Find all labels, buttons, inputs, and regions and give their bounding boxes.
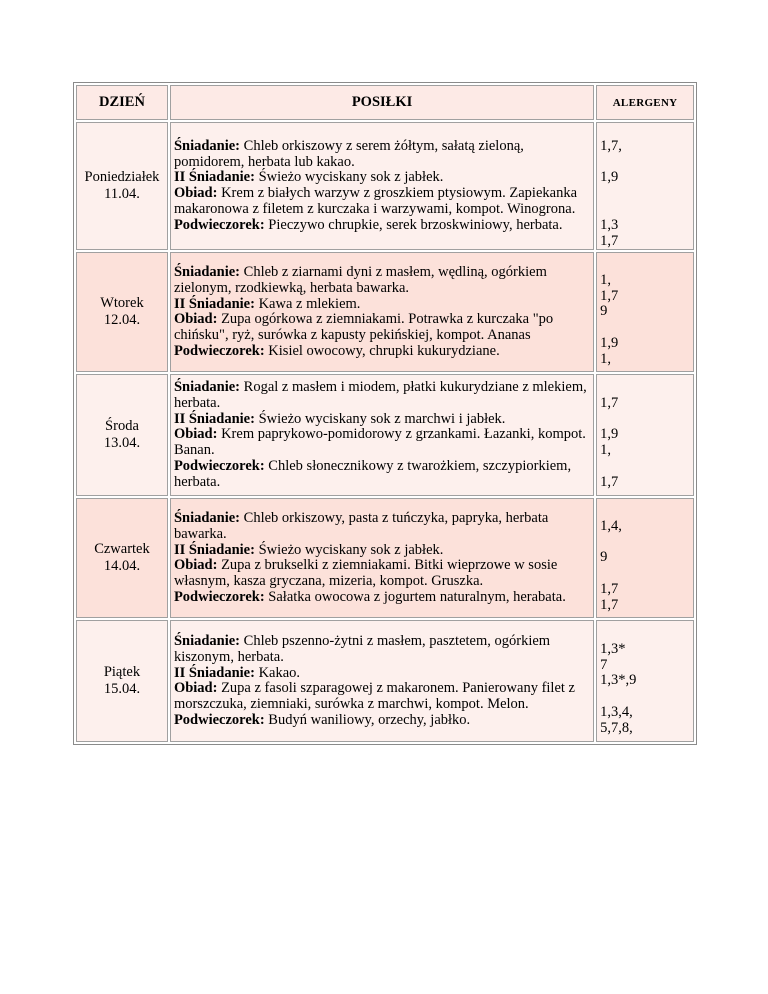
day-row bbox=[76, 620, 694, 742]
allergen-line: 1, bbox=[600, 442, 611, 459]
snack-text: Pieczywo chrupkie, serek brzoskwiniowy, herbata. bbox=[268, 216, 563, 233]
allergen-line: 1,7 bbox=[600, 232, 619, 249]
breakfast-label: Śniadanie: bbox=[173, 379, 241, 396]
header-meals: POSIŁKI bbox=[170, 85, 594, 120]
day-date: 11.04. bbox=[104, 186, 140, 203]
allergen-line: 1,3*,9 bbox=[600, 672, 637, 689]
allergen-line bbox=[600, 566, 690, 582]
allergen-line: 1,9 bbox=[600, 335, 619, 352]
allergens-cell bbox=[596, 374, 694, 496]
breakfast-text: Chleb orkiszowy z serem żółtym, sałatą zieloną, pomidorem, herbata lub kakao. bbox=[173, 137, 524, 170]
allergen-line: 1,7, bbox=[600, 137, 622, 154]
day-date: 14.04. bbox=[103, 558, 141, 575]
allergen-line bbox=[600, 412, 690, 428]
lunch-text: Zupa ogórkowa z ziemniakami. Potrawka z kurczaka "po chińsku", ryż, surówka z kapusty pekińskiej, kompot. Ananas bbox=[173, 311, 554, 344]
second-breakfast-label: II Śniadanie: bbox=[173, 295, 255, 312]
day-row bbox=[76, 374, 694, 496]
day-name: Piątek bbox=[103, 664, 141, 681]
breakfast-text: Chleb pszenno-żytni z masłem, pasztetem, ogórkiem kiszonym, herbata. bbox=[173, 632, 551, 665]
second-breakfast-text: Kawa z mlekiem. bbox=[258, 295, 361, 312]
allergen-line: 5,7,8, bbox=[600, 719, 633, 736]
header-day: DZIEŃ bbox=[76, 85, 168, 120]
snack-label: Podwieczorek: bbox=[173, 588, 265, 605]
breakfast-label: Śniadanie: bbox=[173, 632, 241, 649]
allergen-line bbox=[600, 202, 690, 218]
day-cell bbox=[76, 498, 168, 618]
lunch-text: Krem paprykowo-pomidorowy z grzankami. Łazanki, kompot. Banan. bbox=[173, 426, 586, 459]
allergen-line bbox=[600, 380, 690, 396]
day-name: Poniedziałek bbox=[84, 169, 160, 186]
allergen-line bbox=[600, 186, 690, 202]
header-allergens: ALERGENY bbox=[596, 85, 694, 120]
snack-text: Budyń waniliowy, orzechy, jabłko. bbox=[268, 711, 471, 728]
allergen-line: 1, bbox=[600, 350, 611, 367]
snack-text: Chleb słonecznikowy z twarożkiem, szczypiorkiem, herbata. bbox=[173, 458, 572, 490]
allergen-line bbox=[600, 257, 690, 273]
allergen-line bbox=[600, 503, 690, 519]
meals-cell bbox=[170, 252, 594, 372]
second-breakfast-text: Kakao. bbox=[258, 664, 301, 681]
day-date: 12.04. bbox=[103, 312, 141, 329]
day-row bbox=[76, 498, 694, 618]
lunch-label: Obiad: bbox=[173, 426, 218, 443]
snack-label: Podwieczorek: bbox=[173, 342, 265, 359]
allergen-line bbox=[600, 459, 690, 475]
second-breakfast-label: II Śniadanie: bbox=[173, 169, 255, 186]
day-cell bbox=[76, 122, 168, 250]
allergen-line bbox=[600, 535, 690, 551]
allergen-line: 1,9 bbox=[600, 426, 619, 443]
breakfast-label: Śniadanie: bbox=[173, 263, 241, 280]
snack-label: Podwieczorek: bbox=[173, 458, 265, 475]
allergen-line: 1,3 bbox=[600, 216, 619, 233]
allergens-cell bbox=[596, 620, 694, 742]
allergen-line: 1,9 bbox=[600, 169, 619, 186]
day-name: Czwartek bbox=[94, 541, 150, 558]
allergen-line: 9 bbox=[600, 549, 608, 566]
meals-cell bbox=[170, 620, 594, 742]
allergen-line: 7 bbox=[600, 656, 608, 673]
breakfast-text: Chleb z ziarnami dyni z masłem, wędliną, ogórkiem zielonym, rzodkiewką, herbata bawarka. bbox=[173, 263, 547, 296]
lunch-text: Zupa z brukselki z ziemniakami. Bitki wieprzowe w sosie własnym, kasza gryczana, mizeria, kompot. Gruszka. bbox=[173, 557, 558, 590]
day-cell bbox=[76, 252, 168, 372]
meals-cell bbox=[170, 374, 594, 496]
allergen-line: 1,3* bbox=[600, 640, 626, 657]
second-breakfast-text: Świeżo wyciskany sok z marchwi i jabłek. bbox=[258, 410, 506, 427]
header-row bbox=[76, 85, 694, 120]
day-row bbox=[76, 252, 694, 372]
day-name: Środa bbox=[105, 418, 139, 435]
allergen-line: 1,3,4, bbox=[600, 704, 633, 721]
allergen-line: 1,7 bbox=[600, 596, 619, 613]
second-breakfast-label: II Śniadanie: bbox=[173, 541, 255, 558]
day-cell bbox=[76, 620, 168, 742]
day-date: 15.04. bbox=[103, 681, 141, 698]
snack-text: Kisiel owocowy, chrupki kukurydziane. bbox=[268, 342, 500, 359]
snack-label: Podwieczorek: bbox=[173, 216, 265, 233]
snack-label: Podwieczorek: bbox=[173, 711, 265, 728]
allergen-line: 1,7 bbox=[600, 287, 619, 304]
lunch-label: Obiad: bbox=[173, 680, 218, 697]
day-cell bbox=[76, 374, 168, 496]
snack-text: Sałatka owocowa z jogurtem naturalnym, herabata. bbox=[268, 588, 566, 605]
allergen-line: 1,7 bbox=[600, 473, 619, 490]
allergen-line: 9 bbox=[600, 303, 608, 320]
allergen-line: 1, bbox=[600, 271, 611, 288]
second-breakfast-label: II Śniadanie: bbox=[173, 664, 255, 681]
breakfast-text: Rogal z masłem i miodem, płatki kukurydziane z mlekiem, herbata. bbox=[173, 379, 587, 411]
second-breakfast-label: II Śniadanie: bbox=[173, 410, 255, 427]
allergen-line bbox=[600, 123, 690, 139]
lunch-label: Obiad: bbox=[173, 557, 218, 574]
lunch-text: Krem z białych warzyw z groszkiem ptysiowym. Zapiekanka makaronowa z filetem z kurczaka i warzywami, kompot. Winogrona. bbox=[173, 185, 578, 217]
meals-cell bbox=[170, 498, 594, 618]
meals-cell bbox=[170, 122, 594, 250]
menu-table bbox=[73, 82, 697, 745]
allergen-line bbox=[600, 155, 690, 171]
second-breakfast-text: Świeżo wyciskany sok z jabłek. bbox=[258, 541, 444, 558]
breakfast-text: Chleb orkiszowy, pasta z tuńczyka, papryka, herbata bawarka. bbox=[173, 509, 549, 542]
day-date: 13.04. bbox=[103, 435, 141, 452]
allergen-line bbox=[600, 689, 690, 705]
day-row bbox=[76, 122, 694, 250]
day-name: Wtorek bbox=[100, 295, 144, 312]
lunch-label: Obiad: bbox=[173, 311, 218, 328]
allergen-line: 1,4, bbox=[600, 517, 622, 534]
lunch-text: Zupa z fasoli szparagowej z makaronem. Panierowany filet z morszczuka, ziemniaki, surówka z marchwi, kompot. Melon. bbox=[173, 680, 575, 713]
allergen-line: 1,7 bbox=[600, 394, 619, 411]
second-breakfast-text: Świeżo wyciskany sok z jabłek. bbox=[258, 169, 444, 186]
allergen-line bbox=[600, 320, 690, 336]
allergens-cell bbox=[596, 252, 694, 372]
allergens-cell bbox=[596, 498, 694, 618]
allergens-cell bbox=[596, 122, 694, 250]
allergen-line: 1,7 bbox=[600, 581, 619, 598]
breakfast-label: Śniadanie: bbox=[173, 137, 241, 154]
lunch-label: Obiad: bbox=[173, 185, 218, 202]
breakfast-label: Śniadanie: bbox=[173, 509, 241, 526]
allergen-line bbox=[600, 626, 690, 642]
